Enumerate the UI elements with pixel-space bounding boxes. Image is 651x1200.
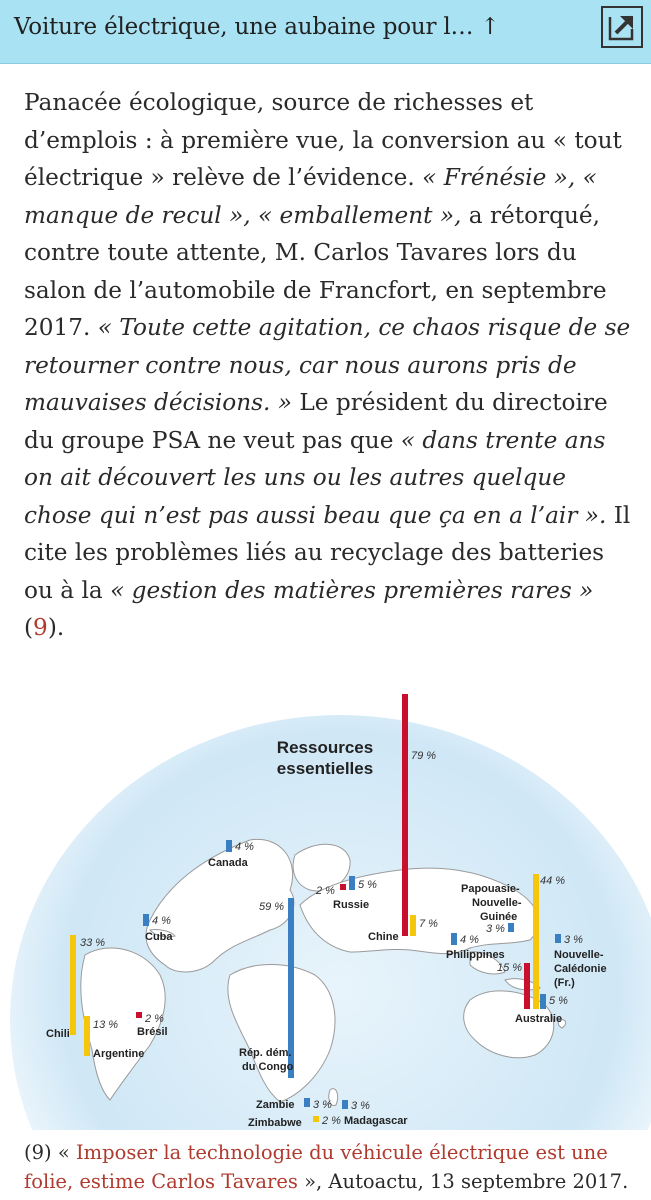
bar-russie-red bbox=[340, 884, 346, 890]
text-p4: Il cite les problèmes liés au recyclage des batteries ou à la bbox=[24, 501, 631, 604]
quote-trente-ans: « dans trente ans on ait découvert les uns ou les autres quelque chose qui n’est pas aussi beau que ça en a l’air ». bbox=[24, 426, 607, 529]
bar-australie-blue bbox=[540, 994, 546, 1009]
label-madagascar: Madagascar bbox=[344, 1115, 408, 1127]
label-nc-2: Calédonie bbox=[554, 963, 607, 975]
bar-russie-blue bbox=[349, 876, 355, 890]
val-canada-blue: 4 % bbox=[235, 841, 254, 853]
external-link-button[interactable] bbox=[601, 6, 643, 48]
article-paragraph bbox=[24, 84, 636, 647]
val-cuba-blue: 4 % bbox=[152, 915, 171, 927]
bar-zambie-blue bbox=[304, 1098, 310, 1107]
article-title-link[interactable]: Voiture électrique, une aubaine pour l… ↑ bbox=[14, 14, 500, 40]
footnote-source-link[interactable]: Imposer la technologie du véhicule électrique est une folie, estime Carlos Tavares bbox=[24, 1141, 608, 1193]
label-philippines: Philippines bbox=[446, 949, 505, 961]
top-bar bbox=[0, 0, 651, 64]
bar-papua-blue bbox=[508, 923, 514, 932]
bar-madagascar-blue bbox=[342, 1100, 348, 1109]
val-chili-yellow: 33 % bbox=[80, 937, 106, 949]
footnote-rest: », Autoactu, 13 septembre 2017. bbox=[297, 1170, 629, 1193]
val-zambie-blue: 3 % bbox=[313, 1099, 332, 1111]
val-philippines-blue: 4 % bbox=[460, 934, 479, 946]
val-australie-yellow: 44 % bbox=[540, 875, 566, 887]
bar-nc-blue bbox=[555, 934, 561, 943]
text-p3: Le président du directoire du groupe PSA ne veut pas que bbox=[24, 389, 608, 454]
val-chine-yellow: 7 % bbox=[419, 918, 438, 930]
val-russie-red: 2 % bbox=[316, 885, 335, 897]
label-papua-2: Nouvelle- bbox=[472, 897, 522, 909]
map-title-line2: essentielles bbox=[276, 759, 374, 778]
label-russie: Russie bbox=[333, 899, 370, 911]
val-australie-blue: 5 % bbox=[549, 995, 568, 1007]
bar-chine-yellow bbox=[410, 915, 416, 936]
label-nc-3: (Fr.) bbox=[554, 977, 575, 989]
bar-zimbabwe-yellow bbox=[313, 1116, 319, 1122]
label-papua-1: Papouasie- bbox=[461, 883, 520, 895]
label-zambie: Zambie bbox=[256, 1099, 295, 1111]
label-zimbabwe: Zimbabwe bbox=[248, 1117, 302, 1129]
bar-argentine-yellow bbox=[84, 1016, 90, 1056]
label-chili: Chili bbox=[46, 1028, 70, 1040]
label-nc-1: Nouvelle- bbox=[554, 949, 604, 961]
val-nc-blue: 3 % bbox=[564, 934, 583, 946]
label-argentine: Argentine bbox=[93, 1048, 145, 1060]
bar-canada-blue bbox=[226, 840, 232, 852]
text-paren-close: ). bbox=[47, 614, 65, 641]
val-russie-blue: 5 % bbox=[358, 879, 377, 891]
label-australie: Australie bbox=[515, 1013, 563, 1025]
label-congo-2: du Congo bbox=[242, 1061, 294, 1073]
text-p2: a rétorqué, contre toute attente, M. Carlos Tavares lors du salon de l’automobile de Francfort, en septembre 2017. bbox=[24, 201, 607, 341]
map-graphic bbox=[0, 690, 651, 1130]
bar-philippines-blue bbox=[451, 933, 457, 945]
footnote-ref-link[interactable]: 9 bbox=[33, 614, 48, 641]
val-chine-red: 79 % bbox=[411, 750, 437, 762]
label-chine: Chine bbox=[368, 931, 399, 943]
bar-cuba-blue bbox=[143, 914, 149, 926]
bar-bresil-red bbox=[136, 1012, 142, 1018]
label-canada: Canada bbox=[208, 857, 248, 869]
bar-chili-yellow bbox=[70, 935, 76, 1035]
val-congo-blue: 59 % bbox=[259, 901, 285, 913]
text-p1: Panacée écologique, source de richesses et d’emplois : à première vue, la conversion au « tout électrique » relève de l’évidence. bbox=[24, 89, 622, 191]
footnote-number: (9) « bbox=[24, 1141, 76, 1164]
quote-matieres: « gestion des matières premières rares » bbox=[110, 576, 594, 604]
label-bresil: Brésil bbox=[137, 1026, 168, 1038]
val-madagascar-blue: 3 % bbox=[351, 1100, 370, 1112]
val-papua-blue: 3 % bbox=[486, 923, 505, 935]
val-zimbabwe-yellow: 2 % bbox=[322, 1115, 341, 1127]
footnote-9 bbox=[24, 1138, 636, 1196]
external-link-icon bbox=[606, 11, 638, 43]
resources-map bbox=[0, 690, 651, 1130]
quote-frenesie: « Frénésie », « manque de recul », « emballement », bbox=[24, 164, 597, 229]
label-papua-3: Guinée bbox=[480, 911, 518, 923]
bar-australie-yellow bbox=[533, 874, 539, 1009]
val-australie-red: 15 % bbox=[497, 962, 523, 974]
label-cuba: Cuba bbox=[145, 931, 173, 943]
text-paren-open: ( bbox=[24, 614, 34, 641]
val-bresil-red: 2 % bbox=[145, 1013, 164, 1025]
bar-chine-red bbox=[402, 694, 408, 936]
bar-australie-red bbox=[524, 963, 530, 1009]
quote-agitation: « Toute cette agitation, ce chaos risque de se retourner contre nous, car nous aurons pris de mauvaises décisions. » bbox=[24, 314, 631, 416]
val-argentine-yellow: 13 % bbox=[93, 1019, 119, 1031]
map-title-line1: Ressources bbox=[276, 738, 374, 757]
label-congo-1: Rép. dém. bbox=[239, 1047, 292, 1059]
